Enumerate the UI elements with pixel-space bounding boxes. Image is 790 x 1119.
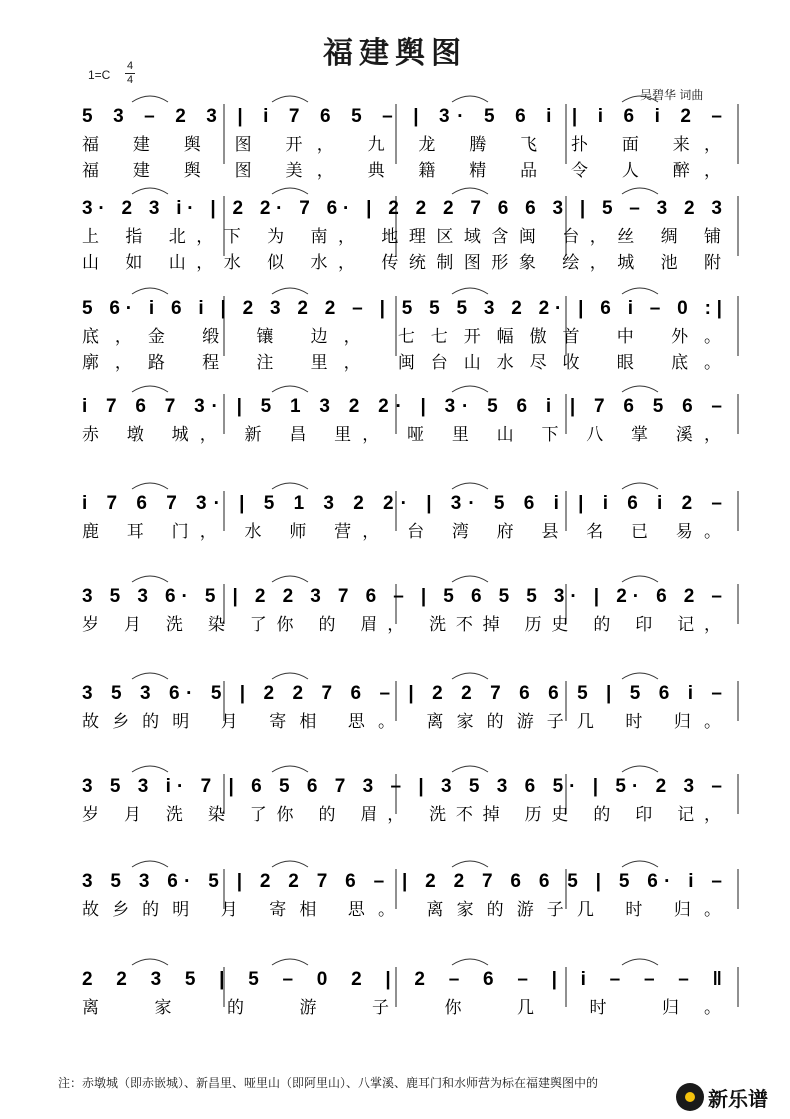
slur-arc	[272, 288, 308, 294]
score-row	[82, 673, 738, 732]
notes-line: 2 2 3 5 | 5 – 0 2 | 2 – 6 – | i – – – ‖	[82, 969, 722, 990]
logo-text: 新乐谱	[708, 1086, 768, 1111]
slur-arc	[272, 576, 308, 582]
key-signature: 1=C	[88, 68, 111, 82]
lyric-line: 鹿 耳 门， 水 师 营， 台 湾 府 县 名 已 易。	[82, 522, 722, 542]
slur-arc	[272, 959, 308, 965]
slur-arc	[272, 386, 308, 392]
slur-arc	[452, 673, 488, 679]
slur-arc	[132, 959, 168, 965]
lyric-line: 岁 月 洗 染 了你 的 眉， 洗不掉 历史 的 印 记，	[82, 805, 722, 825]
lyric-line: 廓，路 程 注 里， 闽台山水尽收 眼 底。	[82, 353, 722, 373]
slur-arc	[452, 483, 488, 489]
lyric-line: 赤 墩 城， 新 昌 里， 哑 里 山 下 八 掌 溪，	[82, 425, 722, 445]
slur-arc	[452, 288, 488, 294]
time-denominator: 4	[126, 74, 134, 86]
song-title: 福建舆图	[323, 36, 467, 71]
slur-arc	[132, 188, 168, 194]
lyric-line: 故乡的明 月 寄相 思。 离家的游子几 时 归。	[82, 900, 722, 920]
lyric-line: 底，金 缎 镶 边， 七七开幅傲首 中 外。	[82, 327, 722, 347]
slur-arc	[132, 386, 168, 392]
site-logo	[676, 1080, 786, 1114]
slur-arc	[272, 483, 308, 489]
score-row	[82, 576, 738, 635]
slur-arc	[622, 188, 658, 194]
slur-arc	[622, 673, 658, 679]
slur-arc	[452, 386, 488, 392]
slur-arc	[452, 188, 488, 194]
score-row	[82, 188, 738, 273]
slur-arc	[272, 673, 308, 679]
score-row	[82, 288, 738, 373]
score-row	[82, 483, 738, 542]
slur-arc	[132, 288, 168, 294]
score-row	[82, 96, 738, 181]
slur-arc	[452, 576, 488, 582]
lyric-line: 山 如 山，水 似 水， 传统制图形象 绘，城 池 附	[82, 253, 723, 273]
slur-arc	[622, 959, 658, 965]
notes-line: 3 5 3 6· 5 | 2 2 7 6 – | 2 2 7 6 6 5 | 5 6 i –	[82, 683, 722, 704]
slur-arc	[132, 673, 168, 679]
lyric-line: 福 建 舆 图 开， 九 龙 腾 飞 扑 面 来，	[82, 135, 722, 155]
notes-line: 5 3 – 2 3 | i 7 6 5 – | 3· 5 6 i | i 6 i 2 –	[82, 106, 722, 127]
composer-credit: 吴碧华 词曲	[640, 88, 704, 102]
slur-arc	[132, 483, 168, 489]
slur-arc	[452, 861, 488, 867]
slur-arc	[132, 576, 168, 582]
score-row	[82, 766, 738, 825]
slur-arc	[622, 386, 658, 392]
notes-line: 5 6· i 6 i | 2 3 2 2 – | 5 5 5 3 2 2· | 6 i – 0 :|	[82, 298, 722, 319]
slur-arc	[272, 861, 308, 867]
slur-arc	[132, 96, 168, 102]
slur-arc	[452, 766, 488, 772]
notes-line: i 7 6 7 3· | 5 1 3 2 2· | 3· 5 6 i | i 6 i 2 –	[82, 493, 723, 514]
slur-arc	[622, 861, 658, 867]
lyric-line: 岁 月 洗 染 了你 的 眉， 洗不掉 历史 的 印 记，	[82, 615, 722, 635]
lyric-line: 上 指 北，下 为 南， 地理区域含闽 台，丝 绸 铺	[82, 227, 723, 247]
slur-arc	[272, 188, 308, 194]
slur-arc	[132, 861, 168, 867]
slur-arc	[452, 959, 488, 965]
notes-line: 3 5 3 6· 5 | 2 2 3 7 6 – | 5 6 5 5 3· | 2· 6 2 –	[82, 586, 722, 607]
notes-line: i 7 6 7 3· | 5 1 3 2 2· | 3· 5 6 i | 7 6 5 6 –	[82, 396, 722, 417]
slur-arc	[132, 766, 168, 772]
score-row	[82, 386, 738, 445]
notes-line: 3 5 3 6· 5 | 2 2 7 6 – | 2 2 7 6 6 5 | 5 6· i –	[82, 871, 722, 892]
notes-line: 3· 2 3 i· | 2 2· 7 6· | 2 2 2 7 6 6 3 | 5 – 3 2 3	[82, 198, 722, 219]
slur-arc	[622, 576, 658, 582]
slur-arc	[272, 96, 308, 102]
slur-arc	[272, 766, 308, 772]
footnote: 注：赤墩城（即赤嵌城）、新昌里、哑里山（即阿里山）、八掌溪、鹿耳门和水师营为标在福建舆图中的	[58, 1076, 599, 1090]
slur-arc	[622, 96, 658, 102]
lyric-line: 离 家 的 游 子 你 几 时 归。	[82, 998, 722, 1018]
lyric-line: 福 建 舆 图 美， 典 籍 精 品 令 人 醉，	[82, 161, 722, 181]
lyric-line: 故乡的明 月 寄相 思。 离家的游子几 时 归。	[82, 712, 722, 732]
slur-arc	[622, 483, 658, 489]
time-numerator: 4	[126, 60, 134, 72]
score-row	[82, 861, 738, 920]
slur-arc	[622, 288, 658, 294]
slur-arc	[622, 766, 658, 772]
music-disc-icon	[676, 1083, 704, 1111]
slur-arc	[452, 96, 488, 102]
score-row	[82, 959, 738, 1018]
notes-line: 3 5 3 i· 7 | 6 5 6 7 3 – | 3 5 3 6 5· | 5· 2 3 –	[82, 776, 722, 797]
